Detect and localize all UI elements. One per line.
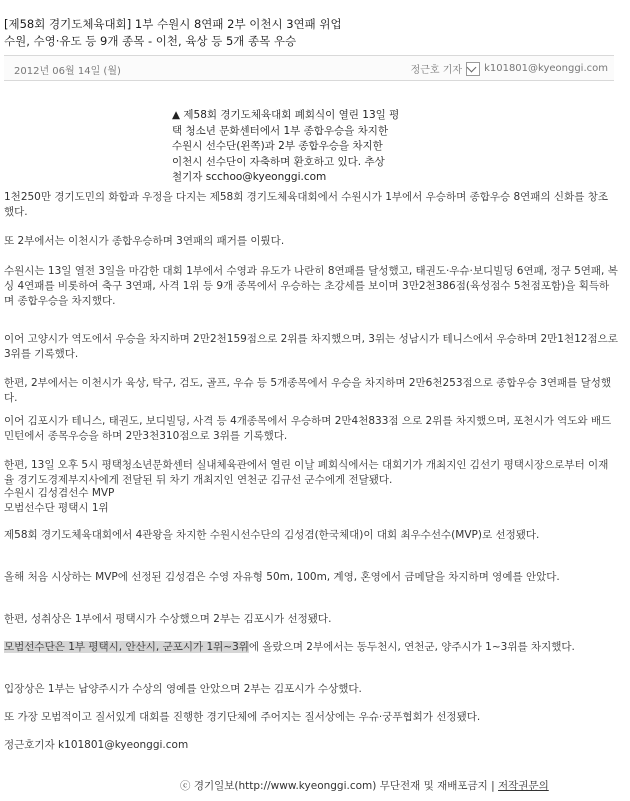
caption-line: ▲ 제58회 경기도체육대회 폐회식이 열린 13일 평 [172,109,400,121]
copyright-footer [180,778,549,793]
paragraph: 제58회 경기도체육대회에서 4관왕을 차지한 수원시선수단의 김성겸(한국체대)이 대회 최우수선수(MVP)로 선정됐다. [4,529,540,541]
paragraph: 또 2부에서는 이천시가 종합우승하며 3연패의 패거를 이뤘다. [4,235,285,247]
article-meta-bar [4,55,614,81]
paragraph-text: 에 올랐으며 2부에서는 동두천시, 연천군, 양주시가 1~3위를 차지했다. [248,641,575,653]
paragraph: 입장상은 1부는 남양주시가 수상의 영예를 안았으며 2부는 김포시가 수상했다. [4,683,362,695]
paragraph: 올해 처음 시상하는 MVP에 선정된 김성겸은 수영 자유형 50m, 100m, 계영, 혼영에서 금메달을 차지하며 영예를 안았다. [4,571,560,583]
paragraph: 모범선수단 평택시 1위 [4,502,109,514]
caption-line: 철기자 scchoo@kyeonggi.com [172,171,327,183]
paragraph: 수원시 김성겸선수 MVP [4,487,115,499]
paragraph: 이어 김포시가 테니스, 태권도, 보디빌딩, 사격 등 4개종목에서 우승하며 2만4천833점 으로 2위를 차지했으며, 포천시가 역도와 배드민턴에서 종목우승을 하며 2만3천310점으로 3위를 기록했다. [4,415,612,442]
copyright-text: ⓒ 경기일보(http://www.kyeonggi.com) 무단전재 및 재배포금지 | [180,780,499,792]
reporter-info [411,61,608,76]
paragraph: 한편, 2부에서는 이천시가 육상, 탁구, 검도, 골프, 우슈 등 5개종목에서 우승을 차지하며 2만6천253점으로 종합우승 3연패를 달성했다. [4,377,612,404]
paragraph: 이어 고양시가 역도에서 우승을 차지하며 2만2천159점으로 2위를 차지했으며, 3위는 성남시가 테니스에서 우승하며 2만1천12점으로 3위를 기록했다. [4,333,618,360]
caption-line: 택 청소년 문화센터에서 1부 종합우승을 차지한 [172,124,389,137]
headline-subtitle: 수원, 수영·유도 등 9개 종목 - 이천, 육상 등 5개 종목 우승 [4,34,297,48]
caption-line: 수원시 선수단(왼쪽)과 2부 종합우승을 차지한 [172,140,383,152]
highlighted-text: 모범선수단은 1부 평택시, 안산시, 군포시가 1위~3위 [4,641,249,653]
paragraph: 한편, 13일 오후 5시 평택청소년문화센터 실내체육관에서 열린 이날 폐회식에서는 대회기가 개최지인 김선기 평택시장으로부터 이재율 경기도경제부지사에게 전달된 뒤 차기 개최지인 연천군 김규선 군수에게 전달됐다. [4,459,609,486]
paragraph: 1천250만 경기도민의 화합과 우정을 다지는 제58회 경기도체육대회에서 수원시가 1부에서 우승하며 종합우승 8연패의 신화를 창조했다. [4,191,608,218]
copyright-inquiry-link[interactable]: 저작권문의 [498,780,549,792]
publish-date: 2012년 06월 14일 (월) [14,66,121,77]
paragraph: 한편, 성취상은 1부에서 평택시가 수상했으며 2부는 김포시가 선정됐다. [4,613,332,625]
article-headline [4,16,424,50]
email-icon[interactable] [466,62,480,76]
reporter-name: 정근호 기자 [410,65,463,76]
paragraph: 또 가장 모범적이고 질서있게 대회를 진행한 경기단체에 주어지는 질서상에는 우슈·궁푸협회가 선정됐다. [4,711,481,723]
caption-line: 이천시 선수단이 자축하며 환호하고 있다. 추상 [172,155,385,168]
reporter-signature: 정근호기자 k101801@kyeonggi.com [4,739,189,751]
reporter-email[interactable]: k101801@kyeonggi.com [484,63,608,74]
paragraph [4,640,618,655]
paragraph: 수원시는 13일 열전 3일을 마감한 대회 1부에서 수영과 유도가 나란히 8연패를 달성했고, 태권도·우슈·보디빌딩 6연패, 정구 5연패, 복싱 4연패를 비롯하여 축구 3연패, 사격 1위 등 9개 종목에서 우승하는 초강세를 보이며 3만2천386점(육성점수 5천점포함)을 획득하며 종합우승을 차지했다. [4,265,618,307]
headline-title: [제58회 경기도체육대회] 1부 수원시 8연패 2부 이천시 3연패 위업 [4,17,342,31]
photo-caption [172,108,462,186]
